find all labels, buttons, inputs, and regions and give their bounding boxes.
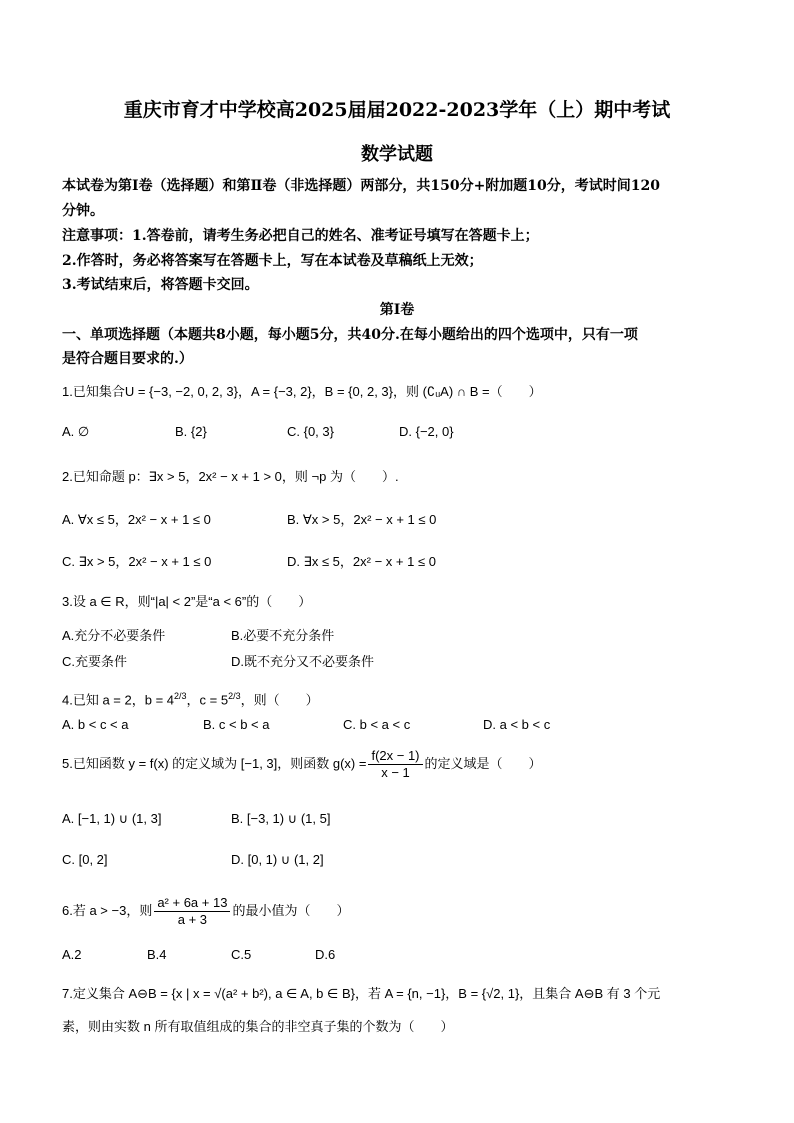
question-5-stem <box>62 748 542 781</box>
question-4-exponent-b: 2/3 <box>174 691 187 701</box>
question-2-option-a: A. ∀x ≤ 5，2x² − x + 1 ≤ 0 <box>62 512 211 527</box>
question-6-option-a: A.2 <box>62 947 82 962</box>
question-3-option-b: B.必要不充分条件 <box>231 628 335 643</box>
question-6-fraction <box>154 895 230 928</box>
question-6-stem-post: 的最小值为（ ） <box>232 902 350 918</box>
question-4-stem <box>62 682 319 714</box>
question-5-option-c: C. [0, 2] <box>62 852 108 867</box>
intro-line-1: 本试卷为第Ⅰ卷（选择题）和第Ⅱ卷（非选择题）两部分，共150分+附加题10分，考试时间120 <box>62 178 661 194</box>
question-4-stem-mid: ，c = 5 <box>186 692 229 708</box>
question-2-stem: 2.已知命题 p：∃x > 5，2x² − x + 1 > 0，则 ¬p 为（ ）. <box>62 469 399 484</box>
question-6-numerator: a² + 6a + 13 <box>154 895 230 912</box>
question-7-stem-line-2: 素，则由实数 n 所有取值组成的集合的非空真子集的个数为（ ） <box>62 1019 454 1034</box>
question-4-option-d: D. a < b < c <box>483 717 551 732</box>
intro-line-2: 分钟。 <box>62 203 104 219</box>
question-6-stem <box>62 895 349 928</box>
question-6-option-c: C.5 <box>231 947 252 962</box>
question-3-stem: 3.设 a ∈ R，则“|a| < 2”是“a < 6”的（ ） <box>62 594 312 609</box>
question-3-option-a: A.充分不必要条件 <box>62 628 166 643</box>
question-3-option-c: C.充要条件 <box>62 654 128 669</box>
question-5-denominator: x − 1 <box>381 765 410 780</box>
question-5-stem-post: 的定义域是（ ） <box>424 755 542 771</box>
note-line-1: 注意事项：1.答卷前，请考生务必把自己的姓名、准考证号填写在答题卡上； <box>62 228 539 244</box>
question-6-denominator: a + 3 <box>177 912 208 927</box>
question-5-stem-pre: 5.已知函数 y = f(x) 的定义域为 [−1, 3]，则函数 g(x) = <box>62 755 367 771</box>
section-heading-line-2: 是符合题目要求的.） <box>62 351 193 367</box>
question-2-option-c: C. ∃x > 5，2x² − x + 1 ≤ 0 <box>62 554 212 569</box>
note-line-2: 2.作答时，务必将答案写在答题卡上，写在本试卷及草稿纸上无效； <box>62 253 483 269</box>
question-6-option-b: B.4 <box>147 947 167 962</box>
question-5-option-a: A. [−1, 1) ∪ (1, 3] <box>62 811 162 826</box>
exam-title: 重庆市育才中学校高2025届届2022-2023学年（上）期中考试 <box>123 99 671 121</box>
question-4-stem-pre: 4.已知 a = 2，b = 4 <box>62 692 175 708</box>
question-5-option-d: D. [0, 1) ∪ (1, 2] <box>231 852 324 867</box>
question-6-stem-pre: 6.若 a > −3，则 <box>62 902 153 918</box>
question-4-option-b: B. c < b < a <box>203 717 270 732</box>
question-5-fraction <box>368 748 422 781</box>
question-4-option-c: C. b < a < c <box>343 717 411 732</box>
question-5-numerator: f(2x − 1) <box>368 748 422 765</box>
question-4-exponent-c: 2/3 <box>228 691 241 701</box>
question-1-option-b: B. {2} <box>175 424 207 439</box>
question-4-option-a: A. b < c < a <box>62 717 129 732</box>
question-2-option-b: B. ∀x > 5，2x² − x + 1 ≤ 0 <box>287 512 437 527</box>
question-7-stem-line-1: 7.定义集合 A⊖B = {x | x = √(a² + b²), a ∈ A, b ∈ B}，若 A = {n, −1}，B = {√2, 1}，且集合 A⊖B 有 3 个元 <box>62 986 661 1001</box>
question-5-option-b: B. [−3, 1) ∪ (1, 5] <box>231 811 331 826</box>
question-1-option-c: C. {0, 3} <box>287 424 334 439</box>
question-6-option-d: D.6 <box>315 947 336 962</box>
question-1-stem: 1.已知集合U = {−3, −2, 0, 2, 3}，A = {−3, 2}，B = {0, 2, 3}，则 (∁ᵤA) ∩ B =（ ） <box>62 384 542 399</box>
section-heading-line-1: 一、单项选择题（本题共8小题，每小题5分，共40分.在每小题给出的四个选项中，只有一项 <box>62 327 638 343</box>
note-line-3: 3.考试结束后，将答题卡交回。 <box>62 277 259 293</box>
exam-subtitle: 数学试题 <box>361 144 433 165</box>
volume-heading: 第Ⅰ卷 <box>379 302 415 318</box>
question-1-option-a: A. ∅ <box>62 424 90 439</box>
question-3-option-d: D.既不充分又不必要条件 <box>231 654 375 669</box>
question-2-option-d: D. ∃x ≤ 5，2x² − x + 1 ≤ 0 <box>287 554 436 569</box>
question-4-stem-post: ，则（ ） <box>240 692 319 708</box>
question-1-option-d: D. {−2, 0} <box>399 424 454 439</box>
